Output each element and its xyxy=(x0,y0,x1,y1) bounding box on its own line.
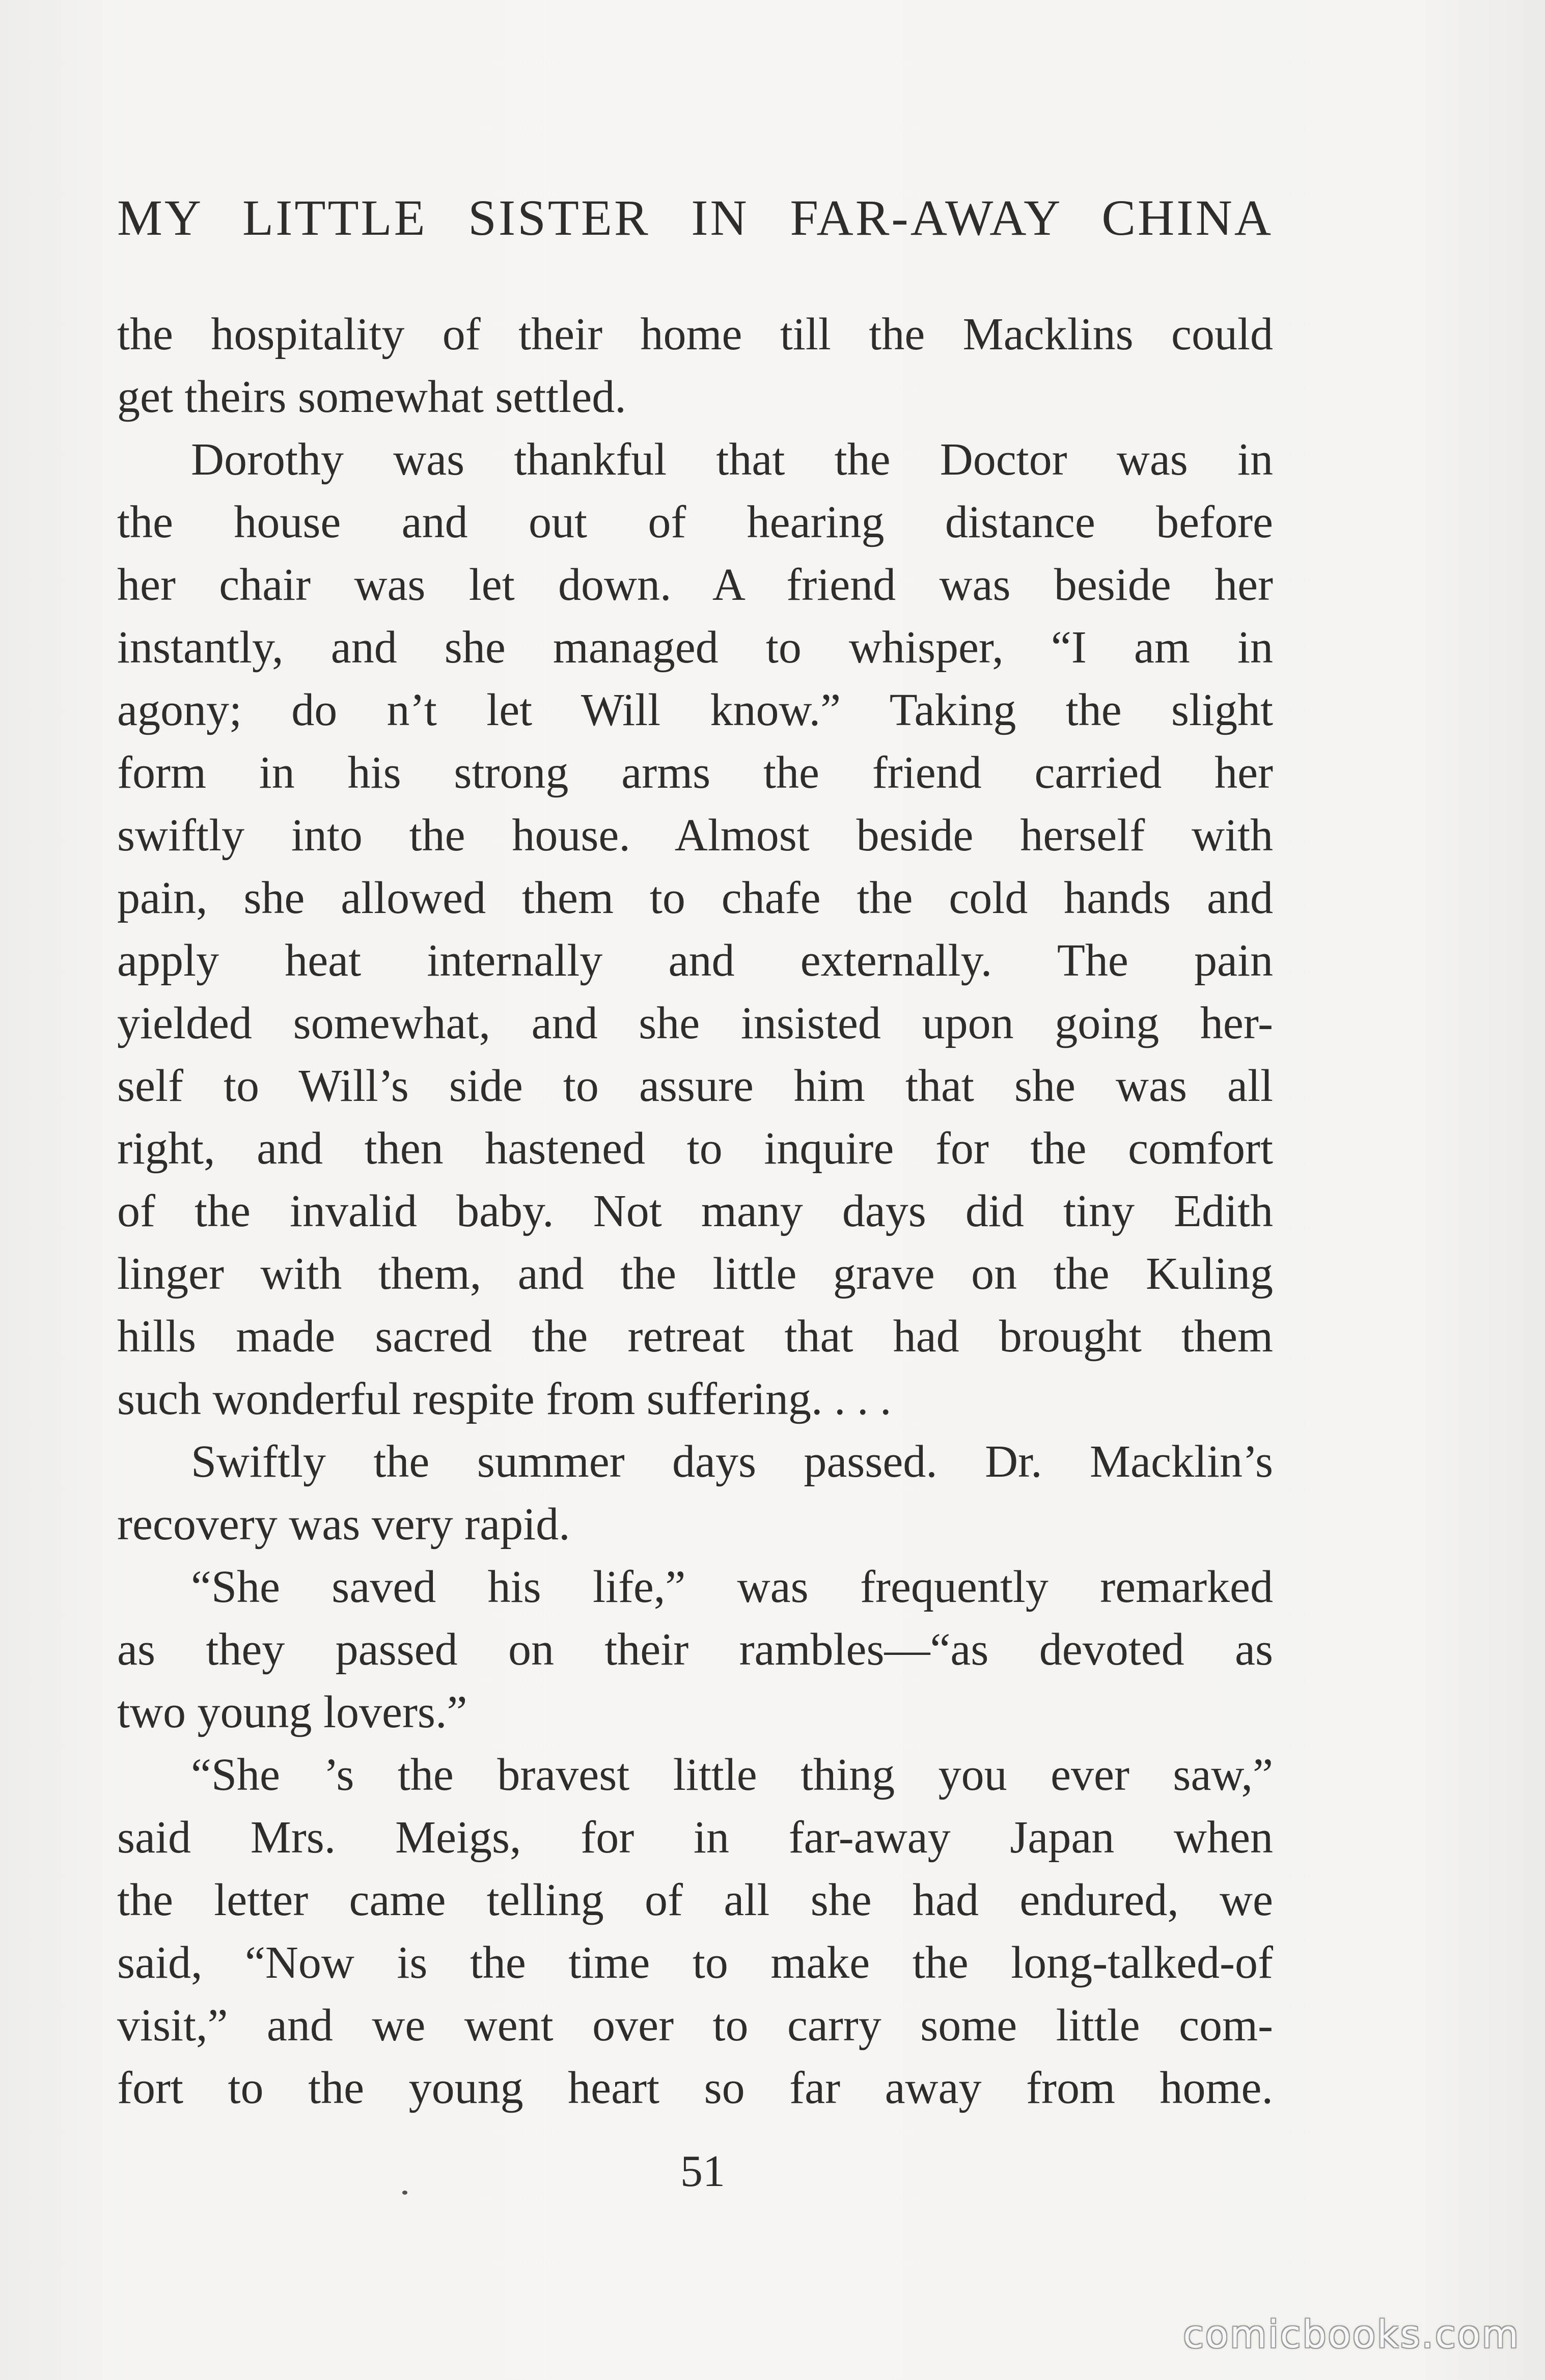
text-line: self to Will’s side to assure him that she was all xyxy=(117,1061,1273,1111)
text-line: two young lovers.” xyxy=(117,1687,467,1737)
ink-speck xyxy=(402,2191,407,2195)
text-line: form in his strong arms the friend carried her xyxy=(117,748,1273,798)
text-line: visit,” and we went over to carry some little com- xyxy=(117,2000,1273,2051)
text-line: apply heat internally and externally. The pain xyxy=(117,935,1273,986)
text-line: yielded somewhat, and she insisted upon going her- xyxy=(117,998,1273,1048)
text-line: agony; do n’t let Will know.” Taking the slight xyxy=(117,685,1273,735)
text-line: Dorothy was thankful that the Doctor was in xyxy=(191,434,1273,485)
watermark: comicbooks.com xyxy=(1183,2313,1520,2357)
text-line: the house and out of hearing distance before xyxy=(117,497,1273,547)
running-head: MY LITTLE SISTER IN FAR-AWAY CHINA xyxy=(117,189,1273,246)
text-line: of the invalid baby. Not many days did tiny Edith xyxy=(117,1186,1273,1236)
text-line: hills made sacred the retreat that had brought them xyxy=(117,1311,1273,1362)
text-line: such wonderful respite from suffering. . . . xyxy=(117,1374,892,1424)
text-line: get theirs somewhat settled. xyxy=(117,372,626,422)
text-line: instantly, and she managed to whisper, “I am in xyxy=(117,622,1273,673)
text-line: linger with them, and the little grave on the Kuling xyxy=(117,1249,1273,1299)
text-line: recovery was very rapid. xyxy=(117,1499,570,1549)
text-line: Swiftly the summer days passed. Dr. Macklin’s xyxy=(191,1436,1273,1487)
text-line: fort to the young heart so far away from home. xyxy=(117,2063,1273,2113)
text-line: the hospitality of their home till the Macklins could xyxy=(117,309,1273,359)
body-text xyxy=(117,303,1273,2119)
text-line: said Mrs. Meigs, for in far-away Japan when xyxy=(117,1812,1273,1863)
text-line: pain, she allowed them to chafe the cold hands and xyxy=(117,873,1273,923)
page-number: 51 xyxy=(680,2147,725,2196)
text-line: “She saved his life,” was frequently remarked xyxy=(191,1562,1273,1612)
text-line: as they passed on their rambles—“as devoted as xyxy=(117,1624,1273,1675)
text-line: swiftly into the house. Almost beside herself with xyxy=(117,810,1273,861)
text-line: said, “Now is the time to make the long-talked-of xyxy=(117,1938,1273,1988)
text-line: right, and then hastened to inquire for the comfort xyxy=(117,1123,1273,1174)
text-line: the letter came telling of all she had endured, we xyxy=(117,1875,1273,1925)
text-line: “She ’s the bravest little thing you ever saw,” xyxy=(191,1750,1273,1800)
text-line: her chair was let down. A friend was beside her xyxy=(117,560,1273,610)
